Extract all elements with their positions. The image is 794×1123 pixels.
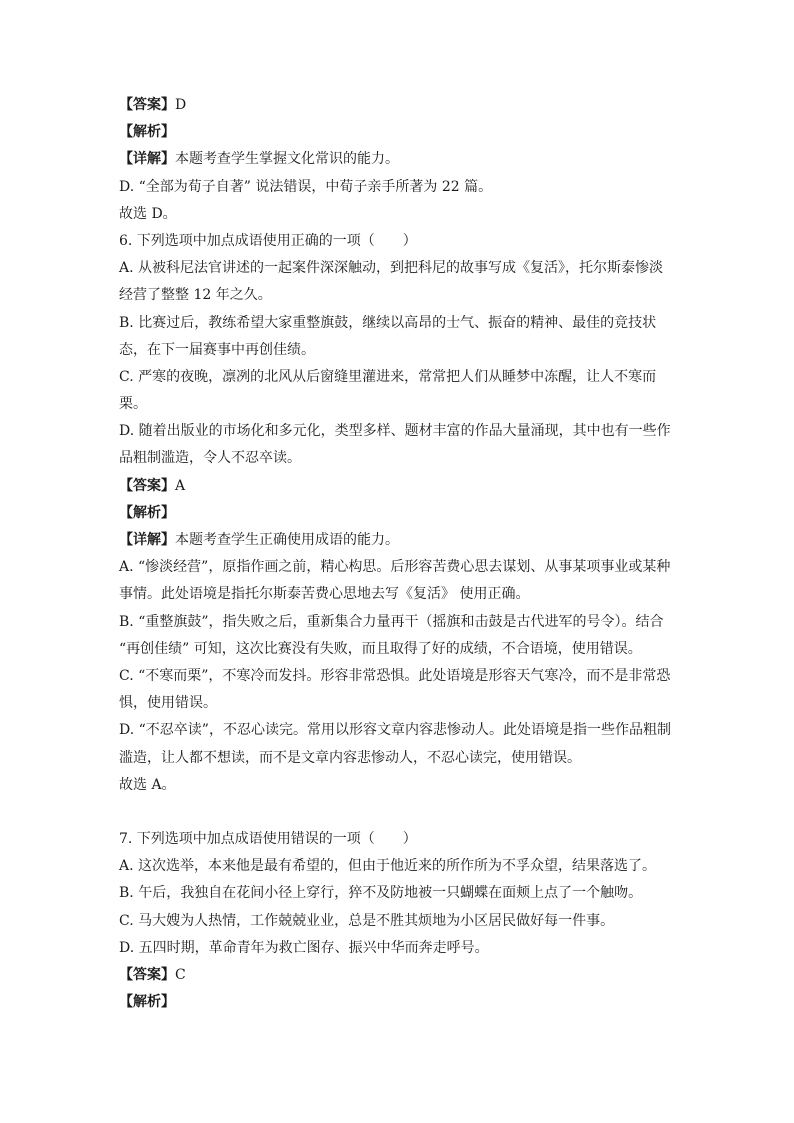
line-text: 7. 下列选项中加点成语使用错误的一项（ ） bbox=[119, 831, 417, 848]
line-text: 品粗制滥造，令人不忍卒读。 bbox=[119, 450, 301, 467]
text-line bbox=[119, 908, 679, 935]
text-line bbox=[119, 445, 679, 472]
line-text: C. 马大嫂为人热情，工作兢兢业业，总是不胜其烦地为小区居民做好每一件事。 bbox=[119, 912, 615, 929]
text-line bbox=[119, 581, 679, 608]
section-label: 【解析】 bbox=[119, 994, 175, 1011]
line-text: A. 从被科尼法官讲述的一起案件深深触动，到把科尼的故事写成《复活》，托尔斯泰惨淡 bbox=[119, 260, 664, 277]
line-text: B. 比赛过后，教练希望大家重整旗鼓，继续以高昂的士气、振奋的精神、最佳的竞技状 bbox=[119, 314, 657, 331]
line-text: A. 这次选举，本来他是最有希望的，但由于他近来的所作所为不孚众望，结果落选了。 bbox=[119, 858, 657, 875]
line-text: 态，在下一届赛事中再创佳绩。 bbox=[119, 341, 315, 358]
line-text: 故选 A。 bbox=[119, 776, 176, 793]
text-line bbox=[119, 989, 679, 1016]
line-text: “再创佳绩” 可知，这次比赛没有失败，而且取得了好的成绩，不合语境，使用错误。 bbox=[119, 640, 642, 657]
text-line bbox=[119, 310, 679, 337]
text-line bbox=[119, 500, 679, 527]
text-line bbox=[119, 853, 679, 880]
line-text: 经营了整整 12 年之久。 bbox=[119, 287, 272, 304]
line-text: 事情。此处语境是指托尔斯泰苦费心思地去写《复活》 使用正确。 bbox=[119, 586, 530, 603]
text-line bbox=[119, 799, 679, 826]
section-label: 【答案】 bbox=[119, 967, 175, 983]
section-label: 【详解】 bbox=[119, 532, 175, 548]
text-line bbox=[119, 527, 679, 554]
line-text: A. “惨淡经营”，原指作画之前，精心构思。后形容苦费心思去谋划、从事某项事业或某种 bbox=[119, 559, 671, 576]
section-label: 【解析】 bbox=[119, 504, 175, 521]
text-line bbox=[119, 337, 679, 364]
text-line bbox=[119, 935, 679, 962]
text-line bbox=[119, 880, 679, 907]
line-text: 栗。 bbox=[119, 396, 147, 413]
line-text: D. “不忍卒读”，不忍心读完。常用以形容文章内容悲惨动人。此处语境是指一些作品粗制 bbox=[119, 722, 671, 739]
document-page bbox=[119, 92, 679, 1016]
text-line bbox=[119, 554, 679, 581]
text-line bbox=[119, 772, 679, 799]
line-text: 本题考查学生掌握文化常识的能力。 bbox=[175, 151, 399, 168]
line-text: B. 午后，我独自在花间小径上穿行，猝不及防地被一只蝴蝶在面颊上点了一个触吻。 bbox=[119, 885, 643, 902]
text-line bbox=[119, 418, 679, 445]
line-text: A bbox=[175, 477, 186, 494]
section-label: 【答案】 bbox=[119, 477, 175, 494]
text-line bbox=[119, 745, 679, 772]
text-line bbox=[119, 255, 679, 282]
text-line bbox=[119, 826, 679, 853]
text-line bbox=[119, 364, 679, 391]
text-line bbox=[119, 174, 679, 201]
line-text: B. “重整旗鼓”，指失败之后，重新集合力量再干（摇旗和击鼓是古代进军的号令）。结合 bbox=[119, 613, 664, 630]
section-label: 【答案】 bbox=[119, 97, 175, 113]
text-line bbox=[119, 391, 679, 418]
line-text: 故选 D。 bbox=[119, 205, 177, 222]
text-line bbox=[119, 228, 679, 255]
line-text: 本题考查学生正确使用成语的能力。 bbox=[175, 532, 399, 548]
text-line bbox=[119, 690, 679, 717]
line-text: D bbox=[175, 97, 187, 113]
line-text: C. “不寒而栗”，不寒冷而发抖。形容非常恐惧。此处语境是形容天气寒冷，而不是非常恐 bbox=[119, 667, 671, 684]
section-label: 【详解】 bbox=[119, 151, 175, 168]
line-text: D. 五四时期，革命青年为救亡图存、振兴中华而奔走呼号。 bbox=[119, 939, 489, 956]
text-line bbox=[119, 92, 679, 119]
line-text: 惧，使用错误。 bbox=[119, 695, 217, 712]
line-text: C bbox=[175, 967, 186, 983]
text-line bbox=[119, 282, 679, 309]
section-label: 【解析】 bbox=[119, 124, 175, 141]
text-line bbox=[119, 962, 679, 989]
text-line bbox=[119, 717, 679, 744]
text-line bbox=[119, 663, 679, 690]
text-line bbox=[119, 119, 679, 146]
line-text: D. 随着出版业的市场化和多元化，类型多样、题材丰富的作品大量涌现，其中也有一些作 bbox=[119, 423, 671, 440]
line-text: D. “全部为荀子自著” 说法错误，中荀子亲手所著为 22 篇。 bbox=[119, 178, 493, 195]
line-text: C. 严寒的夜晚，凛冽的北风从后窗缝里灌进来，常常把人们从睡梦中冻醒，让人不寒而 bbox=[119, 368, 657, 385]
text-line bbox=[119, 636, 679, 663]
text-line bbox=[119, 609, 679, 636]
text-line bbox=[119, 473, 679, 500]
text-line bbox=[119, 146, 679, 173]
text-line bbox=[119, 201, 679, 228]
line-text: 滥造，让人都不想读，而不是文章内容悲惨动人，不忍心读完，使用错误。 bbox=[119, 749, 581, 766]
line-text: 6. 下列选项中加点成语使用正确的一项（ ） bbox=[119, 232, 417, 249]
